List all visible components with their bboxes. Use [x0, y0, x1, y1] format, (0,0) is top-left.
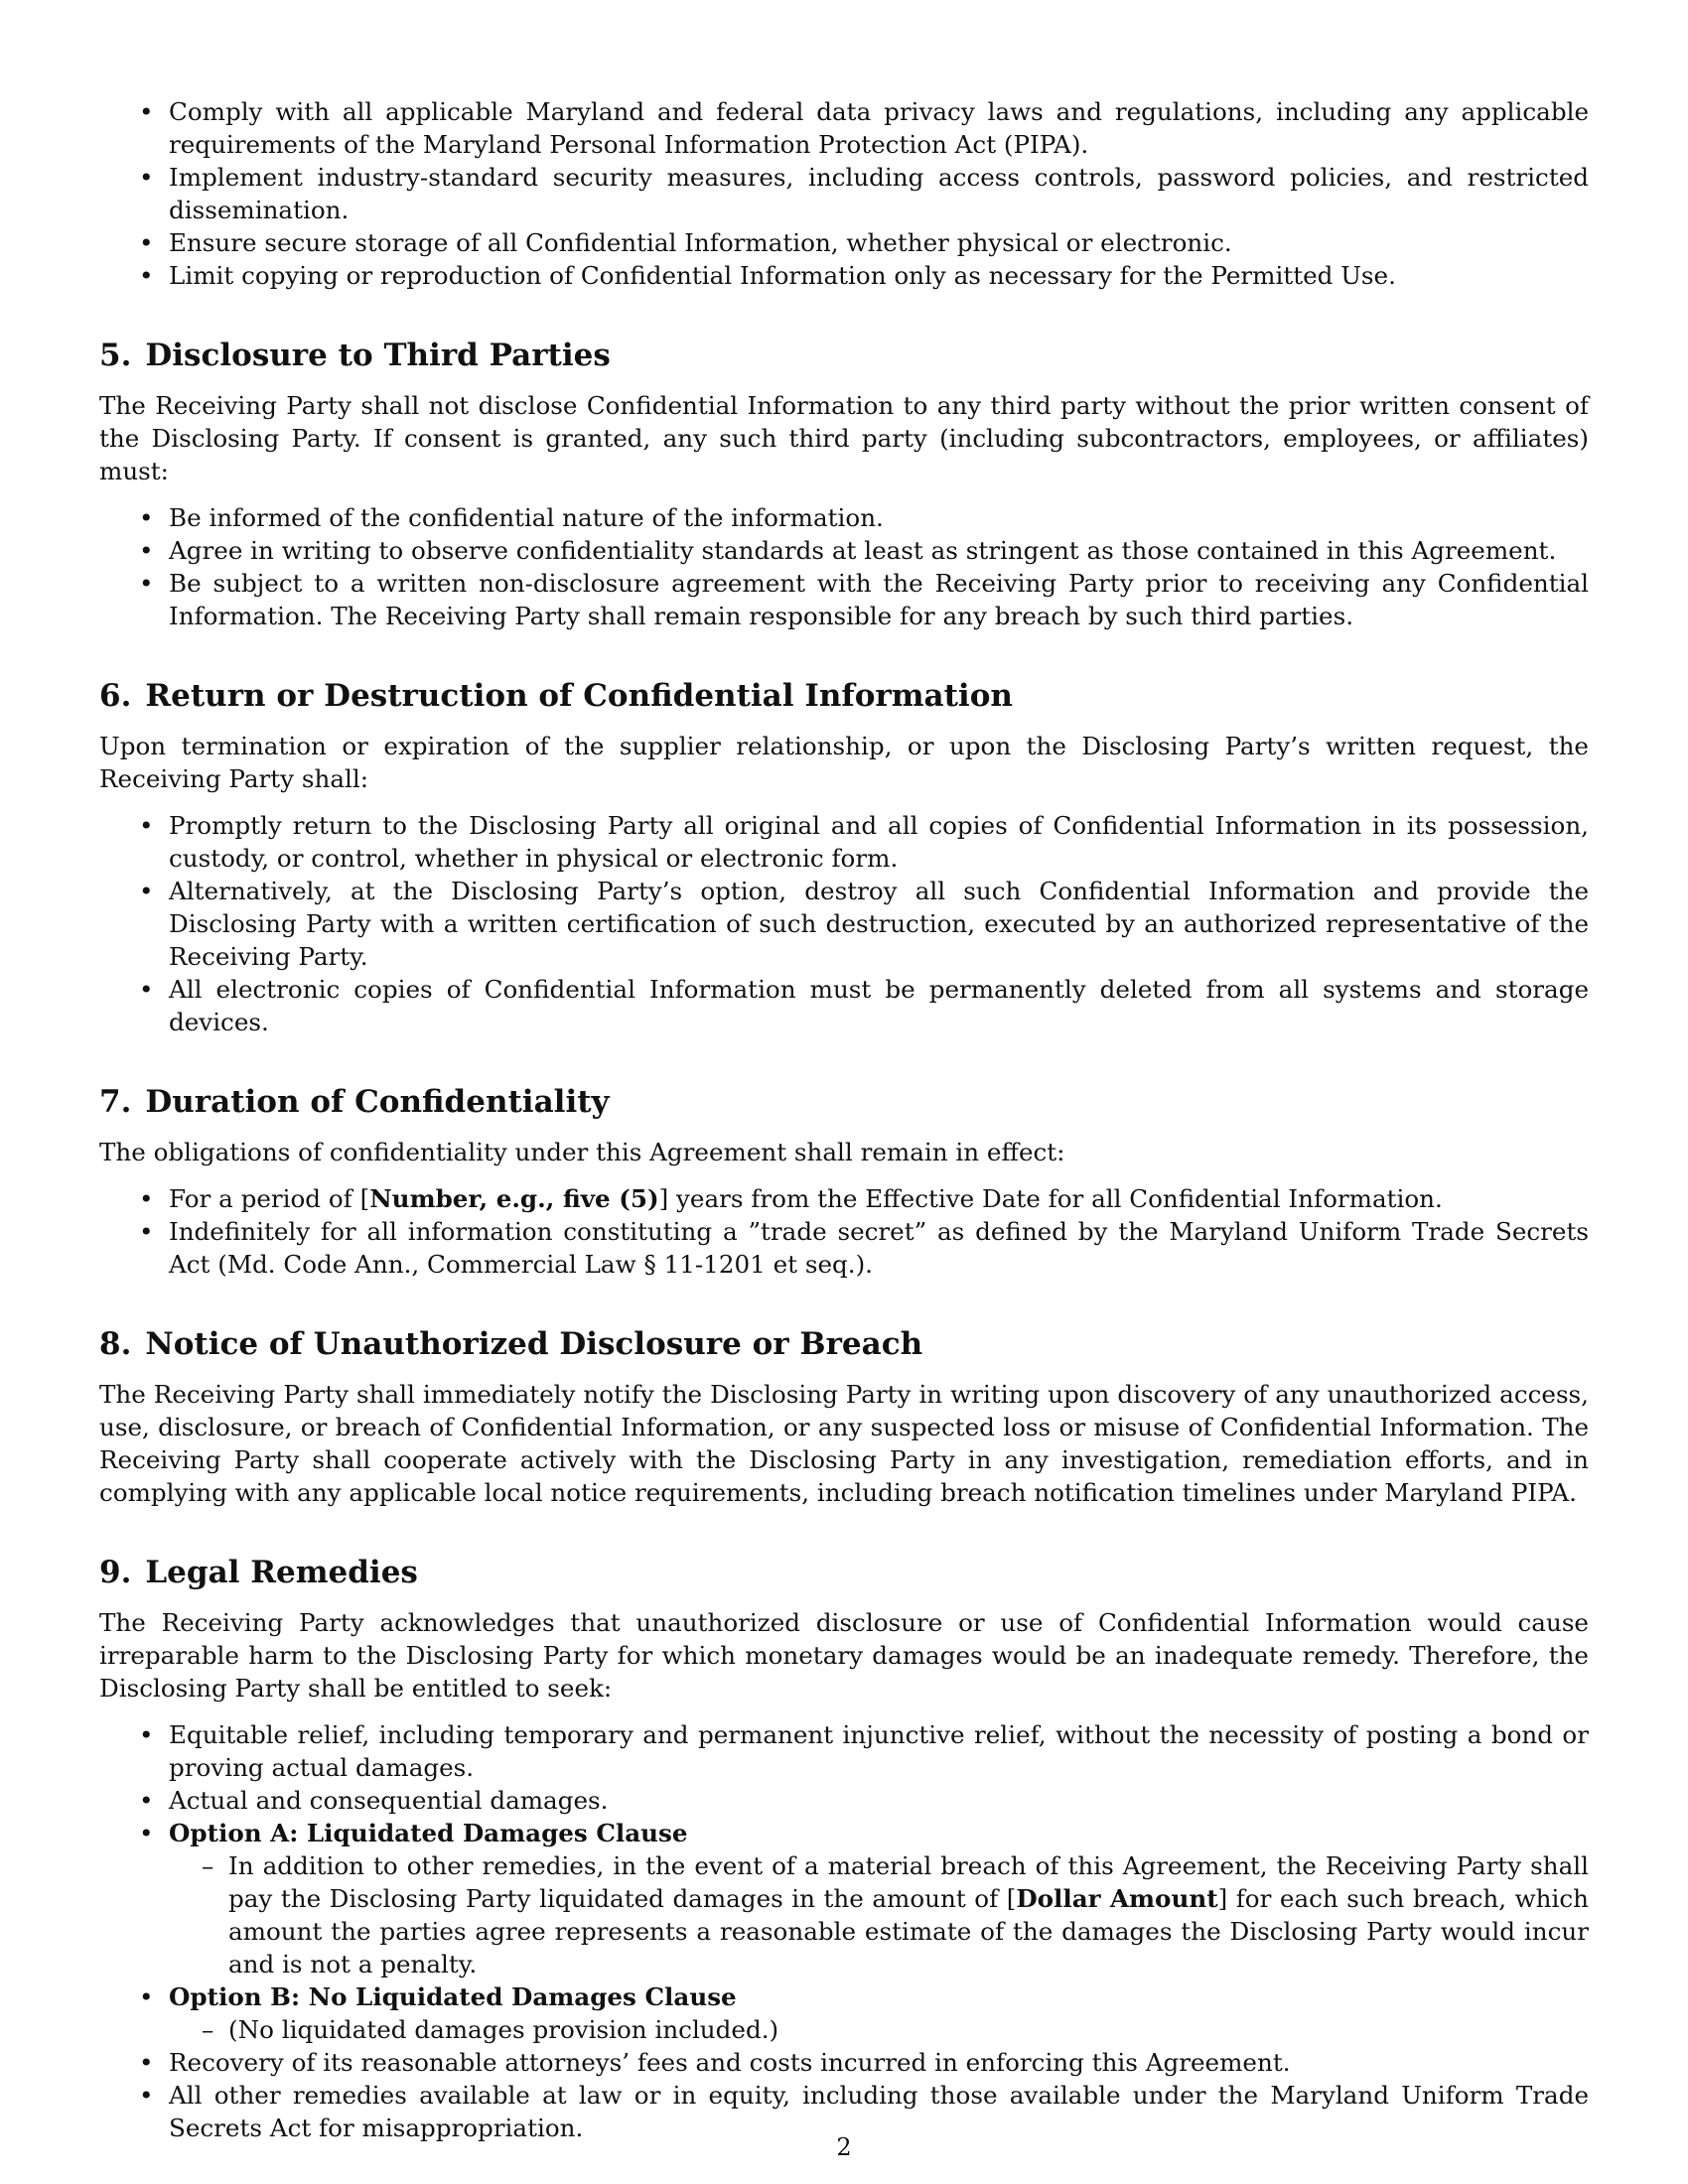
- list-item: [99, 1817, 1589, 1980]
- list-item: • Limit copying or reproduction of Confidential Information only as necessary for the Permitted Use.: [99, 259, 1589, 292]
- sub-list-item: [99, 1849, 1589, 1980]
- section-paragraph: Upon termination or expiration of the supplier relationship, or upon the Disclosing Party’s written request, the Receiving Party shall:: [99, 732, 1589, 793]
- section-number: 9.: [99, 1555, 132, 1590]
- section-number: 7.: [99, 1084, 132, 1120]
- list-item: • Promptly return to the Disclosing Party all original and all copies of Confidential Information in its possession, custody, or control, whether in physical or electronic form.: [99, 809, 1589, 875]
- bullet-list: [99, 501, 1589, 632]
- list-item: • Agree in writing to observe confidentiality standards at least as stringent as those contained in this Agreement.: [99, 534, 1589, 567]
- sub-list: [99, 2013, 1589, 2046]
- list-item: • Ensure secure storage of all Confidential Information, whether physical or electronic.: [99, 226, 1589, 259]
- list-item: • Indefinitely for all information constituting a ”trade secret” as defined by the Maryland Uniform Trade Secrets Act (Md. Code Ann., Commercial Law § 11-1201 et seq.).: [99, 1215, 1589, 1281]
- sub-list: [99, 1849, 1589, 1980]
- section-7: [99, 1082, 1589, 1281]
- section-number: 5.: [99, 338, 132, 373]
- section-title: Duration of Confidentiality: [145, 1084, 610, 1120]
- section-heading: [99, 1082, 1589, 1122]
- text-run: ] years from the Effective Date for all Confidential Information.: [658, 1184, 1443, 1213]
- section-paragraph: The Receiving Party shall not disclose Confidential Information to any third party without the prior written consent of the Disclosing Party. If consent is granted, any such third party (including subcontractors, employees, or affiliates) must:: [99, 391, 1589, 485]
- option-a-title: Option A: Liquidated Damages Clause: [169, 1819, 688, 1847]
- list-item: • All other remedies available at law or in equity, including those available under the Maryland Uniform Trade Secrets Act for misappropriation.: [99, 2079, 1589, 2144]
- text-run: In addition to other remedies, in the event of a material breach of this Agreement, the Receiving Party shall pay the Disclosing Party liquidated damages in the amount of [: [228, 1851, 1589, 1913]
- section-paragraph: The Receiving Party shall immediately notify the Disclosing Party in writing upon discovery of any unauthorized access, use, disclosure, or breach of Confidential Information, or any suspected loss or misuse of Confidential Information. The Receiving Party shall cooperate actively with the Disclosing Party in any investigation, remediation efforts, and in complying with any applicable local notice requirements, including breach notification timelines under Maryland PIPA.: [99, 1380, 1589, 1507]
- placeholder-field: Number, e.g., five (5): [369, 1184, 659, 1213]
- text-run: For a period of [: [169, 1184, 370, 1213]
- section-heading: [99, 1553, 1589, 1592]
- section-heading: [99, 676, 1589, 716]
- section-paragraph: The Receiving Party acknowledges that unauthorized disclosure or use of Confidential Information would cause irreparable harm to the Disclosing Party for which monetary damages would be an inadequate remedy. Therefore, the Disclosing Party shall be entitled to seek:: [99, 1608, 1589, 1703]
- list-item: • All electronic copies of Confidential Information must be permanently deleted from all systems and storage devices.: [99, 973, 1589, 1038]
- list-item: • Be informed of the confidential nature of the information.: [99, 501, 1589, 534]
- list-item: • Be subject to a written non-disclosure agreement with the Receiving Party prior to receiving any Confidential Information. The Receiving Party shall remain responsible for any breach by such third parties.: [99, 567, 1589, 632]
- section-title: Disclosure to Third Parties: [145, 338, 611, 373]
- sub-list-item: – (No liquidated damages provision included.): [99, 2013, 1589, 2046]
- intro-bullet-list: [99, 95, 1589, 292]
- bullet-list: [99, 1182, 1589, 1281]
- list-item: • Recovery of its reasonable attorneys’ fees and costs incurred in enforcing this Agreement.: [99, 2046, 1589, 2079]
- section-heading: [99, 1324, 1589, 1364]
- section-8: [99, 1324, 1589, 1509]
- list-item: • Actual and consequential damages.: [99, 1784, 1589, 1817]
- list-item: • Comply with all applicable Maryland and federal data privacy laws and regulations, including any applicable requirements of the Maryland Personal Information Protection Act (PIPA).: [99, 95, 1589, 161]
- placeholder-field: Dollar Amount: [1016, 1884, 1218, 1913]
- section-heading: [99, 336, 1589, 375]
- bullet-list: [99, 1718, 1589, 2144]
- bullet-list: [99, 809, 1589, 1038]
- section-paragraph: The obligations of confidentiality under this Agreement shall remain in effect:: [99, 1138, 1065, 1166]
- list-item: [99, 1182, 1589, 1215]
- text-run: ] for each such breach, which amount the parties agree represents a reasonable estimate of the damages the Disclosing Party would incur and is not a penalty.: [228, 1884, 1589, 1979]
- section-6: [99, 676, 1589, 1038]
- section-title: Legal Remedies: [145, 1555, 418, 1590]
- document-page: [99, 95, 1589, 2144]
- option-b-title: Option B: No Liquidated Damages Clause: [169, 1982, 737, 2011]
- list-item: [99, 1980, 1589, 2046]
- page-number: 2: [836, 2133, 852, 2161]
- list-item: • Alternatively, at the Disclosing Party’s option, destroy all such Confidential Information and provide the Disclosing Party with a written certification of such destruction, executed by an authorized representative of the Receiving Party.: [99, 875, 1589, 973]
- list-item: • Equitable relief, including temporary and permanent injunctive relief, without the necessity of posting a bond or proving actual damages.: [99, 1718, 1589, 1784]
- list-item: • Implement industry-standard security measures, including access controls, password policies, and restricted dissemination.: [99, 161, 1589, 226]
- section-number: 8.: [99, 1326, 132, 1362]
- section-5: [99, 336, 1589, 632]
- section-number: 6.: [99, 678, 132, 714]
- section-9: [99, 1553, 1589, 2144]
- section-title: Return or Destruction of Confidential Information: [145, 678, 1013, 714]
- section-title: Notice of Unauthorized Disclosure or Breach: [145, 1326, 923, 1362]
